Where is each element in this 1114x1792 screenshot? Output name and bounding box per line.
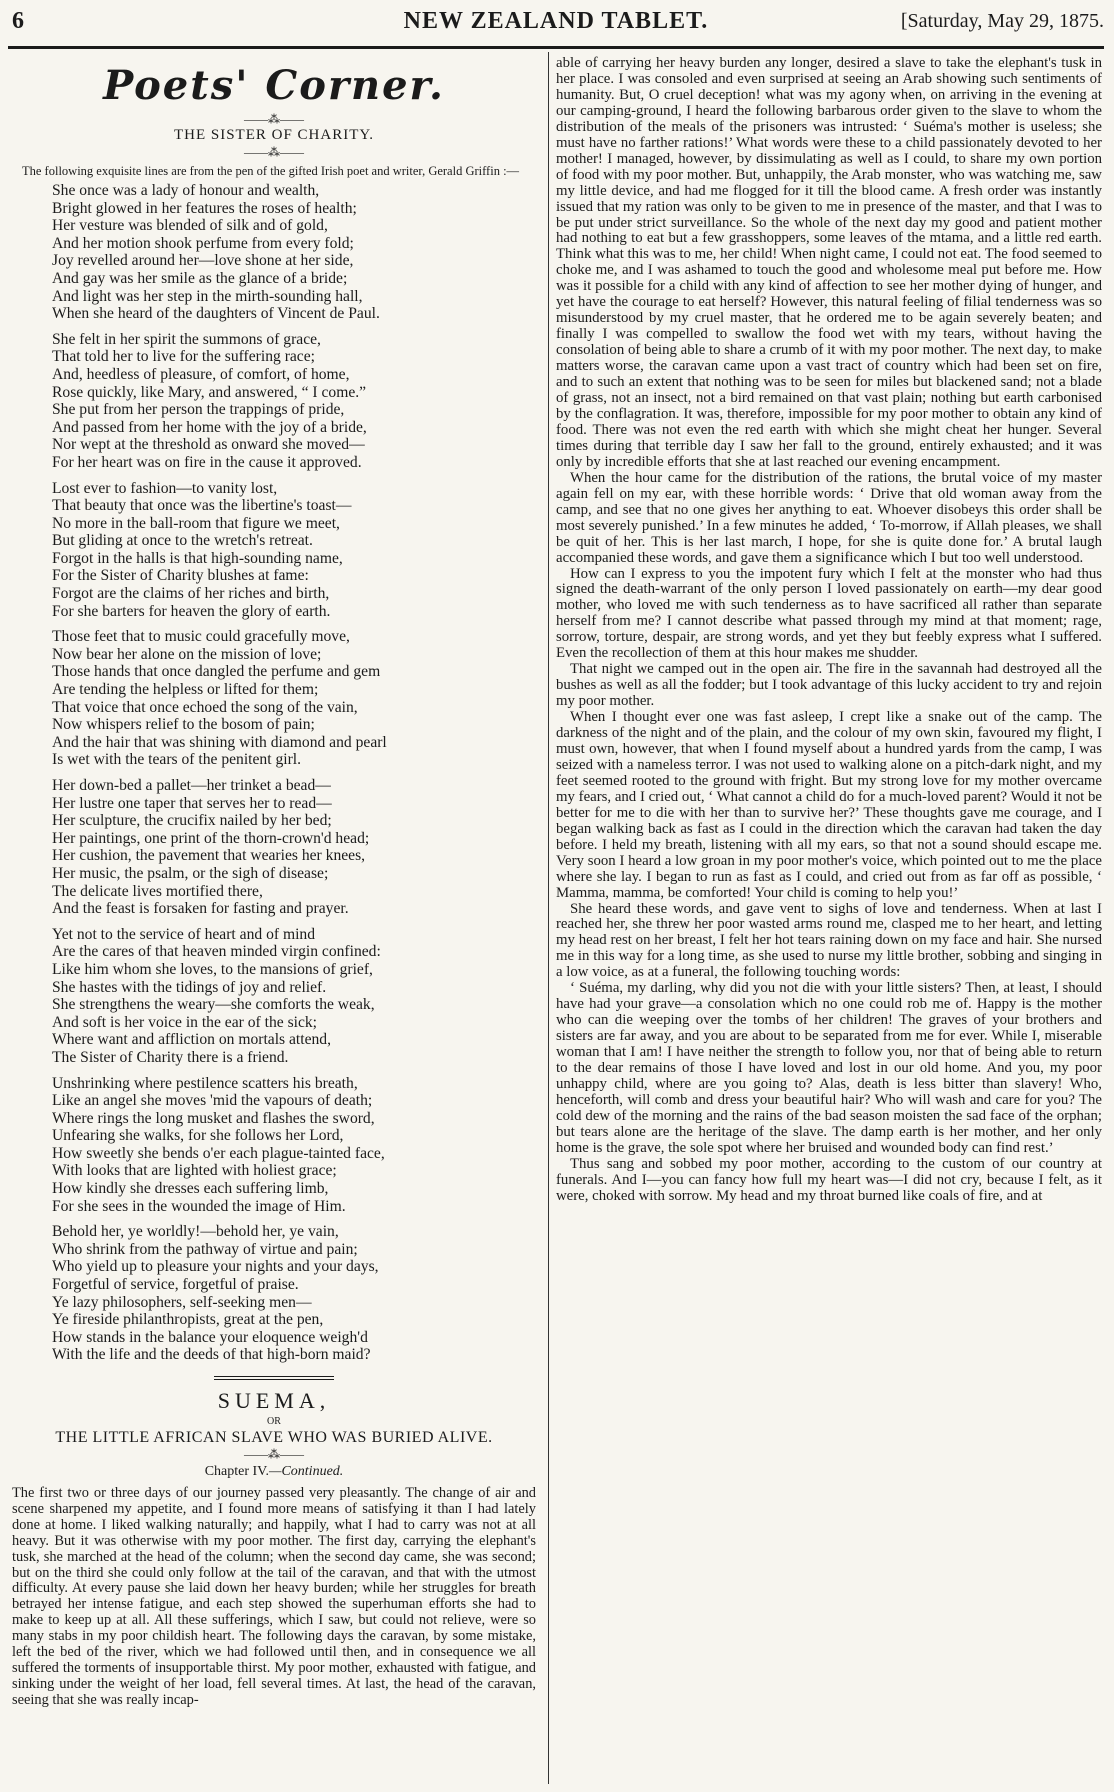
serial-paragraph: When the hour came for the distribution of the rations, the brutal voice of my master again fell on my ear, with these horrible words: ‘ Drive that old woman away from the camp, and see that no one gives her anything to eat. Whoever disobeys this order shall be most severely punished.’ In a few minutes he added, ‘ To-morrow, if Allah pleases, we shall be quit of her. This is her last march, I hope, for she is quite done for.’ A brutal laugh accompanied these words, and gave them a significance which I but too well understood. xyxy=(556,469,1102,566)
poem-line: Her sculpture, the crucifix nailed by her bed; xyxy=(52,812,332,830)
poem-line: Where want and affliction on mortals attend, xyxy=(52,1031,332,1049)
poem-line: And the feast is forsaken for fasting and prayer. xyxy=(52,900,349,918)
poem-line: With the life and the deeds of that high-born maid? xyxy=(52,1346,371,1364)
poem-stanza xyxy=(52,1075,536,1216)
left-column xyxy=(12,56,536,1786)
chapter-continued: —Continued. xyxy=(269,1464,344,1479)
serial-title: SUEMA, xyxy=(217,1388,331,1413)
poem-line: Unfearing she walks, for she follows her Lord, xyxy=(52,1127,344,1145)
poem-line: For she sees in the wounded the image of Him. xyxy=(52,1197,346,1215)
poem-title: THE SISTER OF CHARITY. xyxy=(173,127,375,143)
serial-text-right xyxy=(556,56,1102,1205)
serial-paragraph: ‘ Suéma, my darling, why did you not die with your little sisters? Then, at least, I should have had your grave—a consolation which no one could rob me of. Happy is the mother who can die weeping over the tombs of her children! The graves of your brothers and sisters are far away, and you are about to be separated from me for ever. While I, miserable woman that I am! I have neither the strength to follow you, nor that of being able to return to the dear remains of those I have loved and lost in our old home. And you, my poor unhappy child, where are you going to? Alas, death is less bitter than slavery! Who, henceforth, will comb and dress your beautiful hair? Who will wash and care for you? The cold dew of the morning and the rains of the bad season moisten the sad face of the orphan; but tears alone are the heritage of the slave. The damp earth is her mother, and her only home is the grave, the sole spot where her bruised and wounded body can find rest.’ xyxy=(556,980,1102,1156)
poem-line: With looks that are lighted with holiest grace; xyxy=(52,1162,337,1180)
chapter-number: Chapter IV. xyxy=(204,1464,269,1479)
poem-line: Now bear her alone on the mission of love; xyxy=(52,645,322,663)
chapter-heading xyxy=(12,1464,536,1480)
ornament-divider: ——⁂—— xyxy=(244,145,304,159)
newspaper-title: NEW ZEALAND TABLET. xyxy=(403,8,709,34)
poem-line: And passed from her home with the joy of a bride, xyxy=(52,418,367,436)
poem-line: Are tending the helpless or lifted for them; xyxy=(52,681,319,699)
poem-line: Forgot in the halls is that high-sounding name, xyxy=(52,549,343,567)
poem-intro: The following exquisite lines are from the pen of the gifted Irish poet and writer, Gerald Griffin :— xyxy=(22,164,520,178)
poem-line: The delicate lives mortified there, xyxy=(52,882,263,900)
masthead xyxy=(8,6,1104,42)
poem-line: Her down-bed a pallet—her trinket a bead— xyxy=(52,777,331,794)
poem-stanza xyxy=(52,628,536,769)
poem-line: Who shrink from the pathway of virtue and pain; xyxy=(52,1240,358,1258)
serial-paragraph: How can I express to you the impotent fury which I felt at the monster who had thus signed the death-warrant of the only person I loved passionately on earth—my dear good mother, who loved me with such tenderness as to have sacrificed all rather than separate herself from me? I cannot describe what passed through my mind at that moment; rage, sorrow, torture, despair, are strong words, and yet they but feebly express what I suffered. Even the recollection of them at this hour makes me shudder. xyxy=(556,565,1102,662)
issue-date: [Saturday, May 29, 1875. xyxy=(900,10,1104,32)
poem-line: Her cushion, the pavement that wearies her knees, xyxy=(52,847,366,865)
poem-line: No more in the ball-room that figure we meet, xyxy=(52,514,340,532)
serial-text-left xyxy=(12,1486,536,1709)
serial-paragraph: She heard these words, and gave vent to sighs of love and tenderness. When at last I reached her, she threw her poor wasted arms round me, clasped me to her heart, and letting my head rest on her breast, I felt her hot tears raining down on my face and hair. She nursed me in this way for a long time, as she used to nurse my little brother, sobbing and singing in a low voice, as at a funeral, the following touching words: xyxy=(556,900,1102,981)
poem-stanza xyxy=(52,480,536,621)
column-divider xyxy=(548,52,549,1784)
poem-line: Ye fireside philanthropists, great at the pen, xyxy=(52,1311,324,1329)
poem-line: But gliding at once to the wretch's retreat. xyxy=(52,532,313,550)
poem-line: She put from her person the trappings of pride, xyxy=(52,401,345,419)
poem-stanza xyxy=(52,331,536,472)
poem-line: Where rings the long musket and flashes the sword, xyxy=(52,1109,375,1127)
poem-line: Ye lazy philosophers, self-seeking men— xyxy=(52,1293,312,1311)
poem-line: Unshrinking where pestilence scatters his breath, xyxy=(52,1074,358,1092)
poem-line: And the hair that was shining with diamond and pearl xyxy=(52,733,387,751)
poem-line: And, heedless of pleasure, of comfort, of home, xyxy=(52,365,350,383)
poem-line: That voice that once echoed the song of the vain, xyxy=(52,698,358,716)
serial-subtitle: THE LITTLE AFRICAN SLAVE WHO WAS BURIED ALIVE. xyxy=(55,1429,493,1446)
poem-line: For the Sister of Charity blushes at fame: xyxy=(52,567,309,585)
serial-paragraph: That night we camped out in the open air. The fire in the savannah had destroyed all the bushes as well as all the fodder; but I took advantage of this lucky accident to try and rejoin my poor mother. xyxy=(556,661,1102,710)
poem-line: Those hands that once dangled the perfume and gem xyxy=(52,663,381,681)
poem-line: Her vesture was blended of silk and of gold, xyxy=(52,217,328,235)
poem-line: She strengthens the weary—she comforts the weak, xyxy=(52,996,375,1014)
right-column xyxy=(556,56,1102,1786)
poem-line: That beauty that once was the libertine's toast— xyxy=(52,497,352,515)
poem-line: Her lustre one taper that serves her to read— xyxy=(52,794,332,812)
serial-paragraph: When I thought ever one was fast asleep, I crept like a snake out of the camp. The darkness of the night and of the plain, and the colour of my own skin, favoured my flight, I must own, however, that when I found myself about a hundred yards from the camp, I was seized with a nameless terror. I was not used to walking alone on a pitch-dark night, and my feet seemed rooted to the ground with fright. But my strong love for my mother overcame my fears, and I cried out, ‘ What cannot a child do for a much-loved parent? Would it not be better for me to die with her than to survive her?’ These thoughts gave me courage, and I began walking back as fast as I could in the direction which the caravan had taken the day before. I held my breath, listening with all my ears, so that not a sound should escape me. Very soon I heard a low groan in my poor mother's voice, which pointed out to me the place where she lay. I began to run as fast as I could, and cried out from as far off as possible, ‘ Mamma, mamma, be comforted! Your child is coming to help you!’ xyxy=(556,709,1102,901)
poem-line: And light was her step in the mirth-sounding hall, xyxy=(52,287,363,305)
serial-paragraph: The first two or three days of our journey passed very pleasantly. The change of air and scene sharpened my appetite, and I found more means of satisfying it than I had lately done at home. I liked walking naturally; and happily, what I had to carry was not at all heavy. But it was otherwise with my poor mother. The first day, carrying the elephant's tusk, she marched at the head of the column; when the second day came, she was second; but on the third she could only follow at the tail of the caravan, and that with the utmost difficulty. At every pause she laid down her heavy burden; while her struggles for breath betrayed her intense fatigue, and each step showed the superhuman efforts she had to make to keep up at all. All these sufferings, which I saw, but could not relieve, were so many stabs in my poor childish heart. The following days the caravan, by some mistake, left the bed of the river, which we had followed until then, and in consequence we all suffered the torments of insupportable thirst. My poor mother, exhausted with fatigue, and sinking under the weight of her load, fell several times. At last, the head of the caravan, seeing that she was really incap- xyxy=(12,1485,536,1708)
poem-line: Like him whom she loves, to the mansions of grief, xyxy=(52,960,373,978)
poem-line: How kindly she dresses each suffering limb, xyxy=(52,1180,329,1198)
poem-line: And her motion shook perfume from every fold; xyxy=(52,234,354,252)
section-heading: Poets' Corner. xyxy=(103,62,445,109)
poem-line: Her paintings, one print of the thorn-crown'd head; xyxy=(52,829,370,847)
poem-line: She once was a lady of honour and wealth, xyxy=(52,182,320,199)
serial-paragraph: Thus sang and sobbed my poor mother, according to the custom of our country at funerals. And I—you can fancy how full my heart was—I did not cry, because I felt, as it were, choked with sorrow. My head and my throat burned like coals of fire, and at xyxy=(556,1155,1102,1204)
poem-line: Behold her, ye worldly!—behold her, ye vain, xyxy=(52,1223,339,1241)
poem-line: She felt in her spirit the summons of grace, xyxy=(52,330,321,348)
poem-line: The Sister of Charity there is a friend. xyxy=(52,1048,289,1066)
section-rule xyxy=(214,1376,334,1380)
poem-line: Those feet that to music could gracefully move, xyxy=(52,628,350,646)
poem-line: Like an angel she moves 'mid the vapours of death; xyxy=(52,1092,373,1110)
poem-line: And soft is her voice in the ear of the sick; xyxy=(52,1013,318,1031)
serial-paragraph: able of carrying her heavy burden any longer, desired a slave to take the elephant's tusk in her place. I was consoled and even surprised at seeing an Arab showing such sentiments of humanity. But, O cruel deception! what was my agony when, on arriving in the evening at our camping-ground, I heard the following barbarous order given to the slave to whom the distribution of the meals of the prisoners was intrusted: ‘ Suéma's mother is useless; she must have no farther rations!’ What words were these to a child passionately devoted to her mother! I managed, however, by dissimulating as well as I could, to share my own portion of food with my poor mother. But, unhappily, the Arab monster, who was watching me, saw my little device, and had me flogged for it till the blood came. A fresh order was instantly issued that my ration was only to be given to me in presence of the master, and that I was to be put under strict surveillance. So the whole of the next day my good and patient mother had nothing to eat but a few grasshoppers, some leaves of the mtama, and a little red earth. Think what this was to me, her child! When night came, I could not eat. The food seemed to choke me, and I was ashamed to touch the good and wholesome meal put before me. How was it possible for a child with any kind of affection to see her mother dying of hunger, and yet have the courage to eat herself? However, this natural feeling of filial tenderness was so misunderstood by my cruel master, that he ordered me to be again severely beaten; and finally I was compelled to swallow the food wet with my tears, without having the consolation of being able to share a crumb of it with my poor mother. The next day, to make matters worse, the caravan came upon a vast tract of country which had been set on fire, and to such an extent that nothing was to be seen for miles but blackened sand; not a blade of grass, not an insect, not a bird remained on that vast plain; nothing but earth carbonised by the conflagration. It was, therefore, impossible for my poor mother to obtain any kind of food. There was not even the red earth with which she might cheat her hunger. Several times during that terrible day I saw her fall to the ground, entirely exhausted; and it was only by incredible efforts that she at last reached our evening encampment. xyxy=(556,56,1102,470)
ornament-divider: ——⁂—— xyxy=(244,112,304,126)
poem-stanza xyxy=(52,1223,536,1364)
poem-line: Forgetful of service, forgetful of praise. xyxy=(52,1276,299,1294)
poem-line: Nor wept at the threshold as onward she moved— xyxy=(52,436,365,454)
poem-line: Rose quickly, like Mary, and answered, “ I come.” xyxy=(52,383,367,401)
poem-line: How stands in the balance your eloquence weigh'd xyxy=(52,1328,368,1346)
poem-line: How sweetly she bends o'er each plague-tainted face, xyxy=(52,1144,385,1162)
poem-line: Now whispers relief to the bosom of pain; xyxy=(52,716,315,734)
poem-line: Bright glowed in her features the roses of health; xyxy=(52,199,357,217)
ornament-divider: ——⁂—— xyxy=(244,1447,304,1461)
poem-line: Lost ever to fashion—to vanity lost, xyxy=(52,479,278,497)
poem-line: That told her to live for the suffering race; xyxy=(52,348,315,366)
serial-or: OR xyxy=(267,1416,281,1427)
poem-line: She hastes with the tidings of joy and relief. xyxy=(52,978,327,996)
page-number: 6 xyxy=(12,8,24,34)
poem-line: Yet not to the service of heart and of mind xyxy=(52,925,316,943)
poem-line: And gay was her smile as the glance of a bride; xyxy=(52,269,348,287)
poem-stanza xyxy=(52,777,536,918)
poem-line: For her heart was on fire in the cause it approved. xyxy=(52,453,362,471)
poem-line: Is wet with the tears of the penitent girl. xyxy=(52,751,301,769)
poem-stanza xyxy=(52,182,536,323)
poem-line: Her music, the psalm, or the sigh of disease; xyxy=(52,864,329,882)
masthead-rule xyxy=(8,46,1104,49)
poem-body xyxy=(12,182,536,1364)
poem-stanza xyxy=(52,926,536,1067)
poem-line: Who yield up to pleasure your nights and your days, xyxy=(52,1258,379,1276)
poem-line: Forgot are the claims of her riches and birth, xyxy=(52,585,330,603)
poem-line: When she heard of the daughters of Vincent de Paul. xyxy=(52,305,380,323)
poem-line: Joy revelled around her—love shone at her side, xyxy=(52,252,354,270)
poem-line: For she barters for heaven the glory of earth. xyxy=(52,602,331,620)
poem-line: Are the cares of that heaven minded virgin confined: xyxy=(52,943,381,961)
